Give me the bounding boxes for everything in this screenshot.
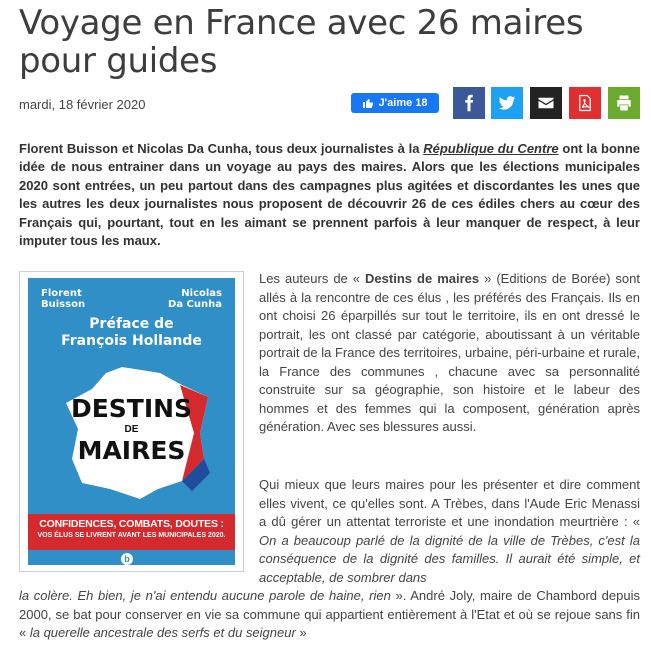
- cover-author-2-last: Da Cunha: [168, 299, 222, 310]
- cover-band-subline: VOS ÉLUS SE LIVRENT AVANT LES MUNICIPALES 2020.: [37, 532, 226, 539]
- p2-quote-trebes-end: la colère. Eh bien, je n'ai entendu aucune parole de haine, rien: [19, 588, 391, 603]
- cover-title-destins: DESTINS: [70, 394, 193, 423]
- p2-end: »: [295, 625, 307, 640]
- cover-author-2-first: Nicolas: [181, 288, 222, 299]
- p2-quote-trebes-start: On a beaucoup parlé de la dignité de la ville de Trèbes, c'est la conséquence de la dignité des familles. Il aurait été simple, et acceptable, de sombrer dans: [259, 532, 640, 585]
- article-title: Voyage en France avec 26 maires pour guides: [19, 3, 584, 81]
- twitter-icon: [498, 94, 516, 112]
- email-icon: [537, 94, 555, 112]
- book-cover-image: [19, 271, 244, 572]
- pdf-button[interactable]: [569, 87, 601, 119]
- print-icon: [615, 94, 633, 112]
- p1-book-title: Destins de maires: [365, 271, 480, 286]
- cover-author-1-last: Buisson: [41, 299, 86, 310]
- like-label: J'aime 18: [378, 97, 428, 109]
- body-paragraph-1: [259, 270, 640, 437]
- republique-du-centre-link[interactable]: République du Centre: [423, 141, 559, 156]
- cover-title-de: DE: [124, 424, 139, 435]
- cover-preface: [28, 316, 235, 350]
- cover-author-1-first: Florent: [41, 288, 82, 299]
- cover-red-band: [28, 514, 235, 550]
- like-button[interactable]: [351, 93, 439, 113]
- print-button[interactable]: [608, 87, 640, 119]
- publisher-logo-icon: b: [121, 553, 133, 565]
- intro-text-start: Florent Buisson et Nicolas Da Cunha, tous deux journalistes à la: [19, 141, 424, 156]
- cover-band-headline: CONFIDENCES, COMBATS, DOUTES :: [39, 518, 224, 530]
- cover-author-2: [168, 288, 222, 310]
- thumbs-up-icon: [362, 97, 374, 109]
- cover-preface-line-2: François Hollande: [61, 333, 202, 349]
- intro-text-end: ont la bonne idée de nous entrainer dans un voyage au pays des maires. Alors que les élections municipales 2020 sont entrées, un peu partout dans des campagnes plus agitées et discordantes les unes que les autres les deux journalistes nous proposent de découvrir 26 de ces édiles chers au cœur des Français qui, pourtant, tout en les aimant se prennent parfois à leur manquer de respect, à leur imputer tous les maux.: [19, 141, 641, 249]
- facebook-icon: [460, 94, 478, 112]
- p2-middle: ». André Joly, maire de Chambord depuis 2000, se bat pour conserver en vie sa commune qui appartient entièrement à l'Etat et où se rejoue sans fin «: [19, 588, 640, 640]
- p1-start: Les auteurs de «: [259, 271, 366, 286]
- twitter-share-button[interactable]: [491, 87, 523, 119]
- pdf-icon: [576, 94, 594, 112]
- body-paragraph-2-bottom: [19, 587, 640, 643]
- cover-preface-line-1: Préface de: [89, 316, 174, 332]
- p2-quote-chambord: la querelle ancestrale des serfs et du seigneur: [29, 625, 296, 640]
- book-cover: [28, 278, 235, 565]
- facebook-share-button[interactable]: [453, 87, 485, 119]
- p2-start: Qui mieux que leurs maires pour les présenter et dire comment elles vivent, ce qu'elles sont. A Trèbes, dans l'Aude Eric Menassi a dû gérer un attentat terroriste et une inondation meurtrière : «: [259, 477, 640, 529]
- article-date: mardi, 18 février 2020: [19, 97, 146, 112]
- body-paragraph-2-top: [259, 476, 640, 587]
- p1-end: » (Editions de Borée) sont allés à la rencontre de ces élus , les préférés des Français. Ils en ont choisi 26 éparpillés sur tout le territoire, ils en ont dressé le portrait, les ont classé par catégorie, aboutissant à un véritable portrait de la France des territoires, urbaine, péri-urbaine et rurale, la France des communes , chacune avec sa personnalité construite sur sa géographie, son histoire et le labeur des hommes et des femmes qui la composent, génération après génération. Avec ses blessures aussi.: [259, 271, 640, 434]
- article-intro: [19, 140, 640, 250]
- cover-title-maires: MAIRES: [77, 436, 186, 465]
- cover-author-1: [41, 288, 85, 310]
- email-share-button[interactable]: [530, 87, 562, 119]
